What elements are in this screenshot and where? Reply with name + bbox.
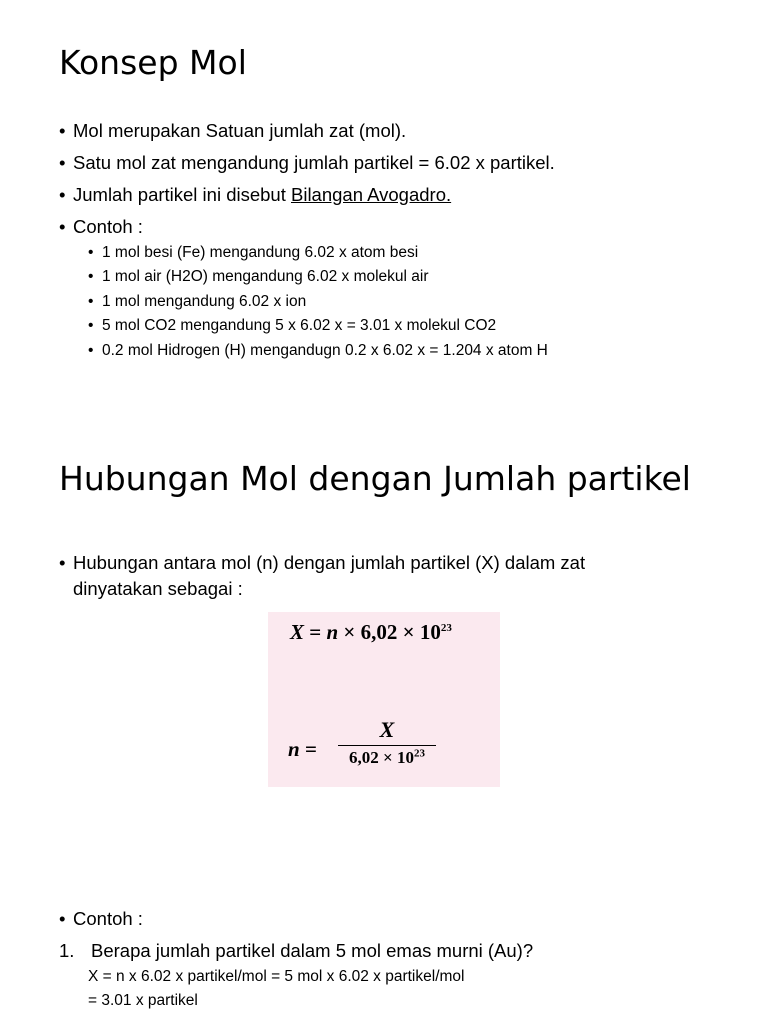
formula-n-equals: [288, 737, 317, 762]
formula-var-n: n: [288, 737, 300, 761]
bullet-text: Satu mol zat mengandung jumlah partikel = 6.02 x partikel.: [73, 152, 555, 173]
formula-image: [268, 612, 500, 787]
bullet-satu-mol: [59, 150, 555, 176]
example-text: 1 mol besi (Fe) mengandung 6.02 x atom besi: [102, 244, 419, 261]
formula-exponent: 23: [440, 622, 452, 634]
bullet-text: Contoh :: [73, 908, 143, 929]
denominator-base: 6,02 × 10: [349, 748, 414, 767]
bullet-text: Jumlah partikel ini disebut: [73, 184, 291, 205]
answer-line-2: = 3.01 x partikel: [88, 992, 198, 1009]
example-text: 0.2 mol Hidrogen (H) mengandugn 0.2 x 6.02 x = 1.204 x atom H: [102, 342, 548, 359]
bullet-contoh-2: [59, 906, 143, 932]
page-title-konsep-mol: Konsep Mol: [59, 43, 247, 82]
bullet-text: • Hubungan antara mol (n) dengan jumlah partikel (X) dalam zat dinyatakan sebagai :: [73, 552, 586, 599]
bullet-avogadro: [59, 182, 451, 208]
formula-x-equals: [290, 620, 452, 645]
bullet-mol-definition: [59, 118, 406, 144]
formula-var-n: n: [326, 620, 339, 644]
example-text: 1 mol mengandung 6.02 x ion: [102, 293, 307, 310]
denominator-exponent: 23: [413, 747, 425, 760]
formula-var-x: X: [290, 620, 305, 644]
question-text: Berapa jumlah partikel dalam 5 mol emas murni (Au)?: [91, 940, 534, 961]
answer-line-1: X = n x 6.02 x partikel/mol = 5 mol x 6.02 x partikel/mol: [88, 968, 465, 985]
example-text: 1 mol air (H2O) mengandung 6.02 x molekul air: [102, 268, 429, 285]
bullet-contoh: [59, 214, 143, 240]
example-item: [88, 291, 306, 313]
example-item: [88, 340, 548, 362]
page-title-hubungan-mol: Hubungan Mol dengan Jumlah partikel: [59, 459, 691, 498]
fraction-numerator: X: [338, 717, 436, 746]
formula-eq: =: [304, 620, 327, 644]
formula-rest: × 6,02 × 10: [338, 620, 441, 644]
bullet-text: Mol merupakan Satuan jumlah zat (mol).: [73, 120, 407, 141]
formula-eq: =: [299, 737, 317, 761]
bullet-text: Contoh :: [73, 216, 143, 237]
formula-fraction: [338, 717, 436, 768]
fraction-denominator: [338, 746, 436, 768]
example-text: 5 mol CO2 mengandung 5 x 6.02 x = 3.01 x molekul CO2: [102, 317, 497, 334]
question-number: 1.: [59, 940, 75, 961]
example-item: [88, 242, 418, 264]
example-item: [88, 315, 496, 337]
example-item: [88, 266, 429, 288]
question-1: [59, 938, 533, 964]
avogadro-link[interactable]: Bilangan Avogadro.: [291, 184, 452, 205]
bullet-hubungan-intro: [59, 550, 659, 602]
